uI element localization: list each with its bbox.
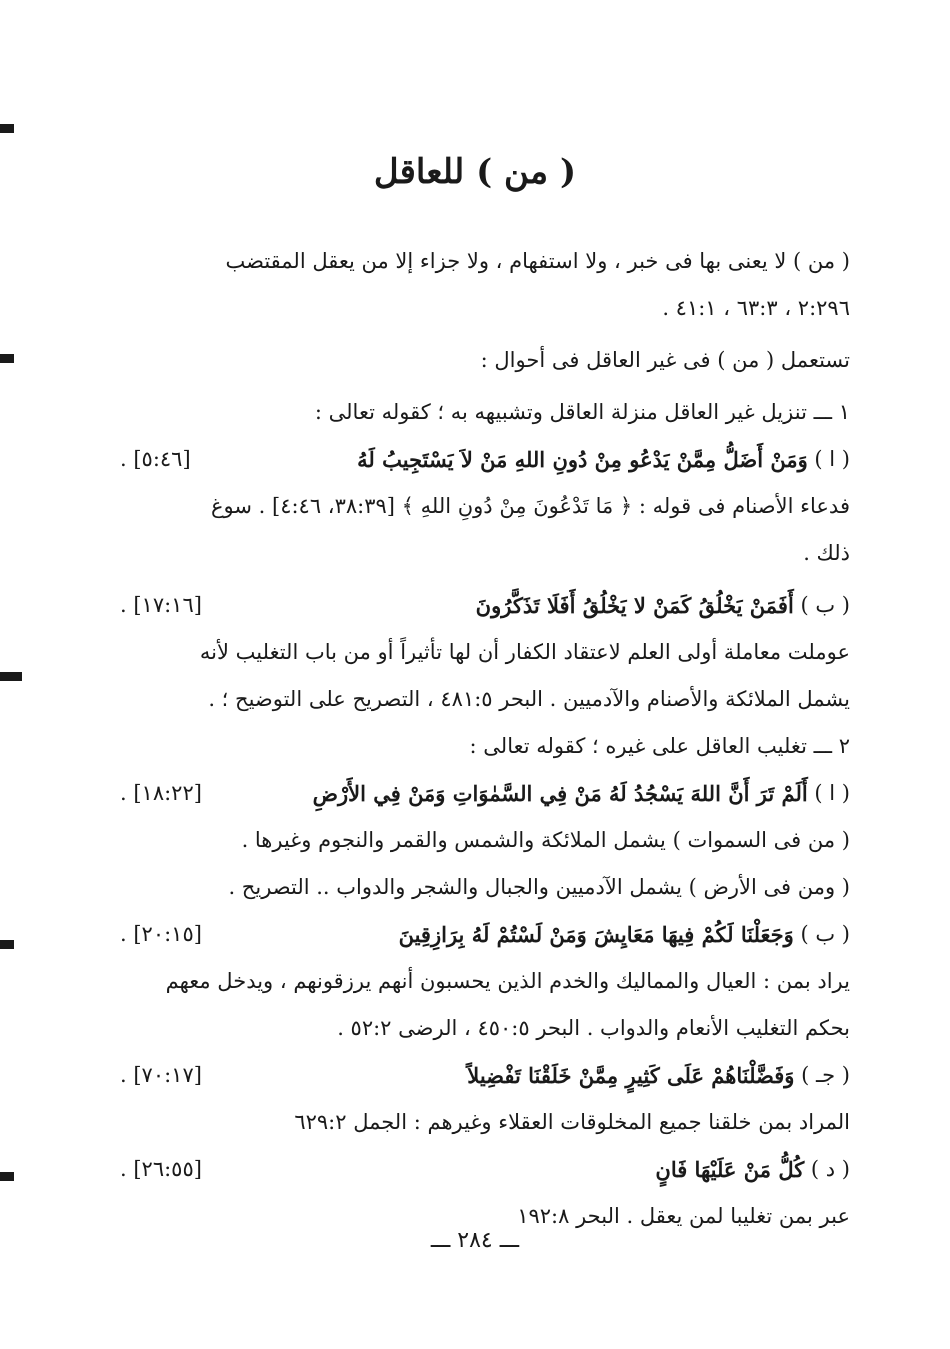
item-label: ( ا ) (814, 781, 850, 805)
verse-line (120, 770, 850, 817)
text-line: عبر بمن تغليبا لمن يعقل . البحر ١٩٢:٨ (517, 1204, 850, 1228)
verse-reference: [١٧:١٦] . (120, 593, 202, 617)
text-line: فدعاء الأصنام فى قوله : ﴿ مَا تَدْعُونَ مِنْ دُونِ اللهِ ﴾ [٣٨:٣٩، ٤:٤٦] . سوغ (210, 494, 850, 518)
page-title: ( من ) للعاقل (373, 152, 577, 192)
text-line: تستعمل ( من ) فى غير العاقل فى أحوال : (480, 348, 850, 372)
item-label: ( د ) (810, 1157, 850, 1181)
item-label: ( ب ) (800, 922, 850, 946)
quran-verse: وَمَنْ أَضَلُّ مِمَّنْ يَدْعُو مِنْ دُونِ اللهِ مَنْ لاَ يَسْتَجِيبُ لَهُ (357, 447, 808, 472)
text-line: ٢ ـــ تغليب العاقل على غيره ؛ كقوله تعالى : (469, 734, 850, 758)
verse-line (120, 1146, 850, 1193)
scan-mark (0, 124, 14, 133)
quran-verse: وَجَعَلْنَا لَكُمْ فِيهَا مَعَايِشَ وَمَنْ لَسْتُمْ لَهُ بِرَازِقِينَ (398, 922, 794, 947)
text-line: ( من ) لا يعنى بها فى خبر ، ولا استفهام ، ولا جزاء إلا من يعقل المقتضب (225, 249, 850, 273)
verse-line (120, 582, 850, 629)
text-line: ١ ـــ تنزيل غير العاقل منزلة العاقل وتشبيهه به ؛ كقوله تعالى : (314, 400, 850, 424)
quran-verse: كُلُّ مَنْ عَلَيْهَا فَانٍ (655, 1157, 805, 1182)
text-line: المراد بمن خلقنا جميع المخلوقات العقلاء وغيرهم : الجمل ٦٢٩:٢ (294, 1110, 850, 1134)
text-line: يشمل الملائكة والأصنام والآدميين . البحر ٤٨١:٥ ، التصريح على التوضيح ؛ . (208, 687, 850, 711)
verse-reference: [٢٠:١٥] . (120, 922, 202, 946)
verse-line (120, 911, 850, 958)
page-number: ـــ ٢٨٤ ـــ (430, 1228, 520, 1253)
item-label: ( ا ) (814, 447, 850, 471)
quran-verse: أَفَمَنْ يَخْلُقُ كَمَنْ لا يَخْلُقُ أَفَلَا تَذَكَّرُونَ (475, 593, 794, 618)
text-line: ذلك . (803, 541, 850, 565)
text-line: ( من فى السموات ) يشمل الملائكة والشمس والقمر والنجوم وغيرها . (241, 828, 850, 852)
verse-reference: [٧٠:١٧] . (120, 1063, 202, 1087)
quran-verse: وَفَضَّلْنَاهُمْ عَلَى كَثِيرٍ مِمَّنْ خَلَقْنَا تَفْضِيلاً (467, 1063, 795, 1088)
verse-line (120, 436, 850, 483)
page-body (120, 238, 850, 1240)
quran-verse: أَلَمْ تَرَ أَنَّ اللهَ يَسْجُدُ لَهُ مَنْ فِي السَّمٰوَاتِ وَمَنْ فِي الأَرْضِ (312, 781, 808, 806)
text-line: عوملت معاملة أولى العلم لاعتقاد الكفار أن لها تأثيراً أو من باب التغليب لأنه (199, 640, 850, 664)
text-line: يراد بمن : العيال والمماليك والخدم الذين يحسبون أنهم يرزقونهم ، ويدخل معهم (165, 969, 850, 993)
scan-mark (0, 354, 14, 363)
text-line: بحكم التغليب الأنعام والدواب . البحر ٤٥٠:٥ ، الرضى ٥٢:٢ . (337, 1016, 850, 1040)
text-line: ( ومن فى الأرض ) يشمل الآدميين والجبال والشجر والدواب .. التصريح . (228, 875, 850, 899)
verse-reference: [١٨:٢٢] . (120, 781, 202, 805)
item-label: ( ب ) (800, 593, 850, 617)
verse-line (120, 1052, 850, 1099)
verse-reference: [٢٦:٥٥] . (120, 1157, 202, 1181)
item-label: ( جـ ) (801, 1063, 850, 1087)
scan-mark (0, 1172, 14, 1181)
text-line: ۲۹٦:۲ ، ٦۳:۳ ، ٤١:١ . (662, 296, 850, 320)
scan-mark (0, 940, 14, 949)
verse-reference: [٥:٤٦] . (120, 447, 191, 471)
scan-mark (0, 672, 22, 681)
